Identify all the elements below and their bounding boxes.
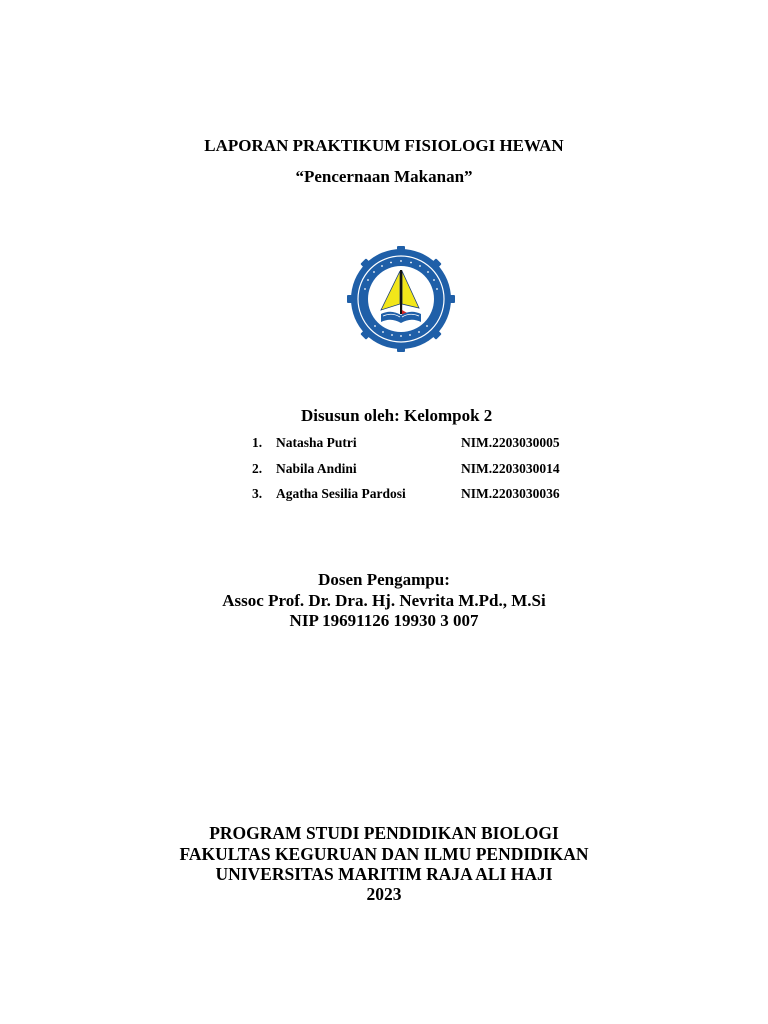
member-row	[252, 435, 612, 461]
report-subtitle: “Pencernaan Makanan”	[295, 167, 473, 186]
member-nim: NIM.2203030014	[461, 460, 560, 476]
member-name: Agatha Sesilia Pardosi	[276, 486, 406, 501]
member-name: Natasha Putri	[276, 435, 357, 450]
study-program: PROGRAM STUDI PENDIDIKAN BIOLOGI	[209, 823, 559, 843]
lecturer-nip: NIP 19691126 19930 3 007	[289, 611, 479, 630]
prepared-by-heading: Disusun oleh: Kelompok 2	[301, 406, 493, 425]
university-name: UNIVERSITAS MARITIM RAJA ALI HAJI	[215, 864, 553, 884]
faculty-name: FAKULTAS KEGURUAN DAN ILMU PENDIDIKAN	[179, 844, 589, 864]
report-year: 2023	[366, 884, 402, 904]
member-number: 2.	[252, 460, 263, 476]
lecturer-name: Assoc Prof. Dr. Dra. Hj. Nevrita M.Pd., M.Si	[222, 591, 546, 610]
member-number: 3.	[252, 486, 263, 501]
report-title: LAPORAN PRAKTIKUM FISIOLOGI HEWAN	[204, 136, 564, 155]
member-name: Nabila Andini	[276, 460, 357, 476]
university-seal-logo-graphic	[345, 246, 457, 352]
member-row	[252, 461, 612, 487]
university-seal-logo	[345, 246, 457, 352]
member-nim: NIM.2203030036	[461, 486, 560, 501]
member-nim: NIM.2203030005	[461, 435, 560, 450]
group-member-list	[252, 435, 612, 512]
lecturer-heading: Dosen Pengampu:	[318, 570, 450, 589]
member-row	[252, 486, 612, 512]
member-number: 1.	[252, 435, 263, 450]
